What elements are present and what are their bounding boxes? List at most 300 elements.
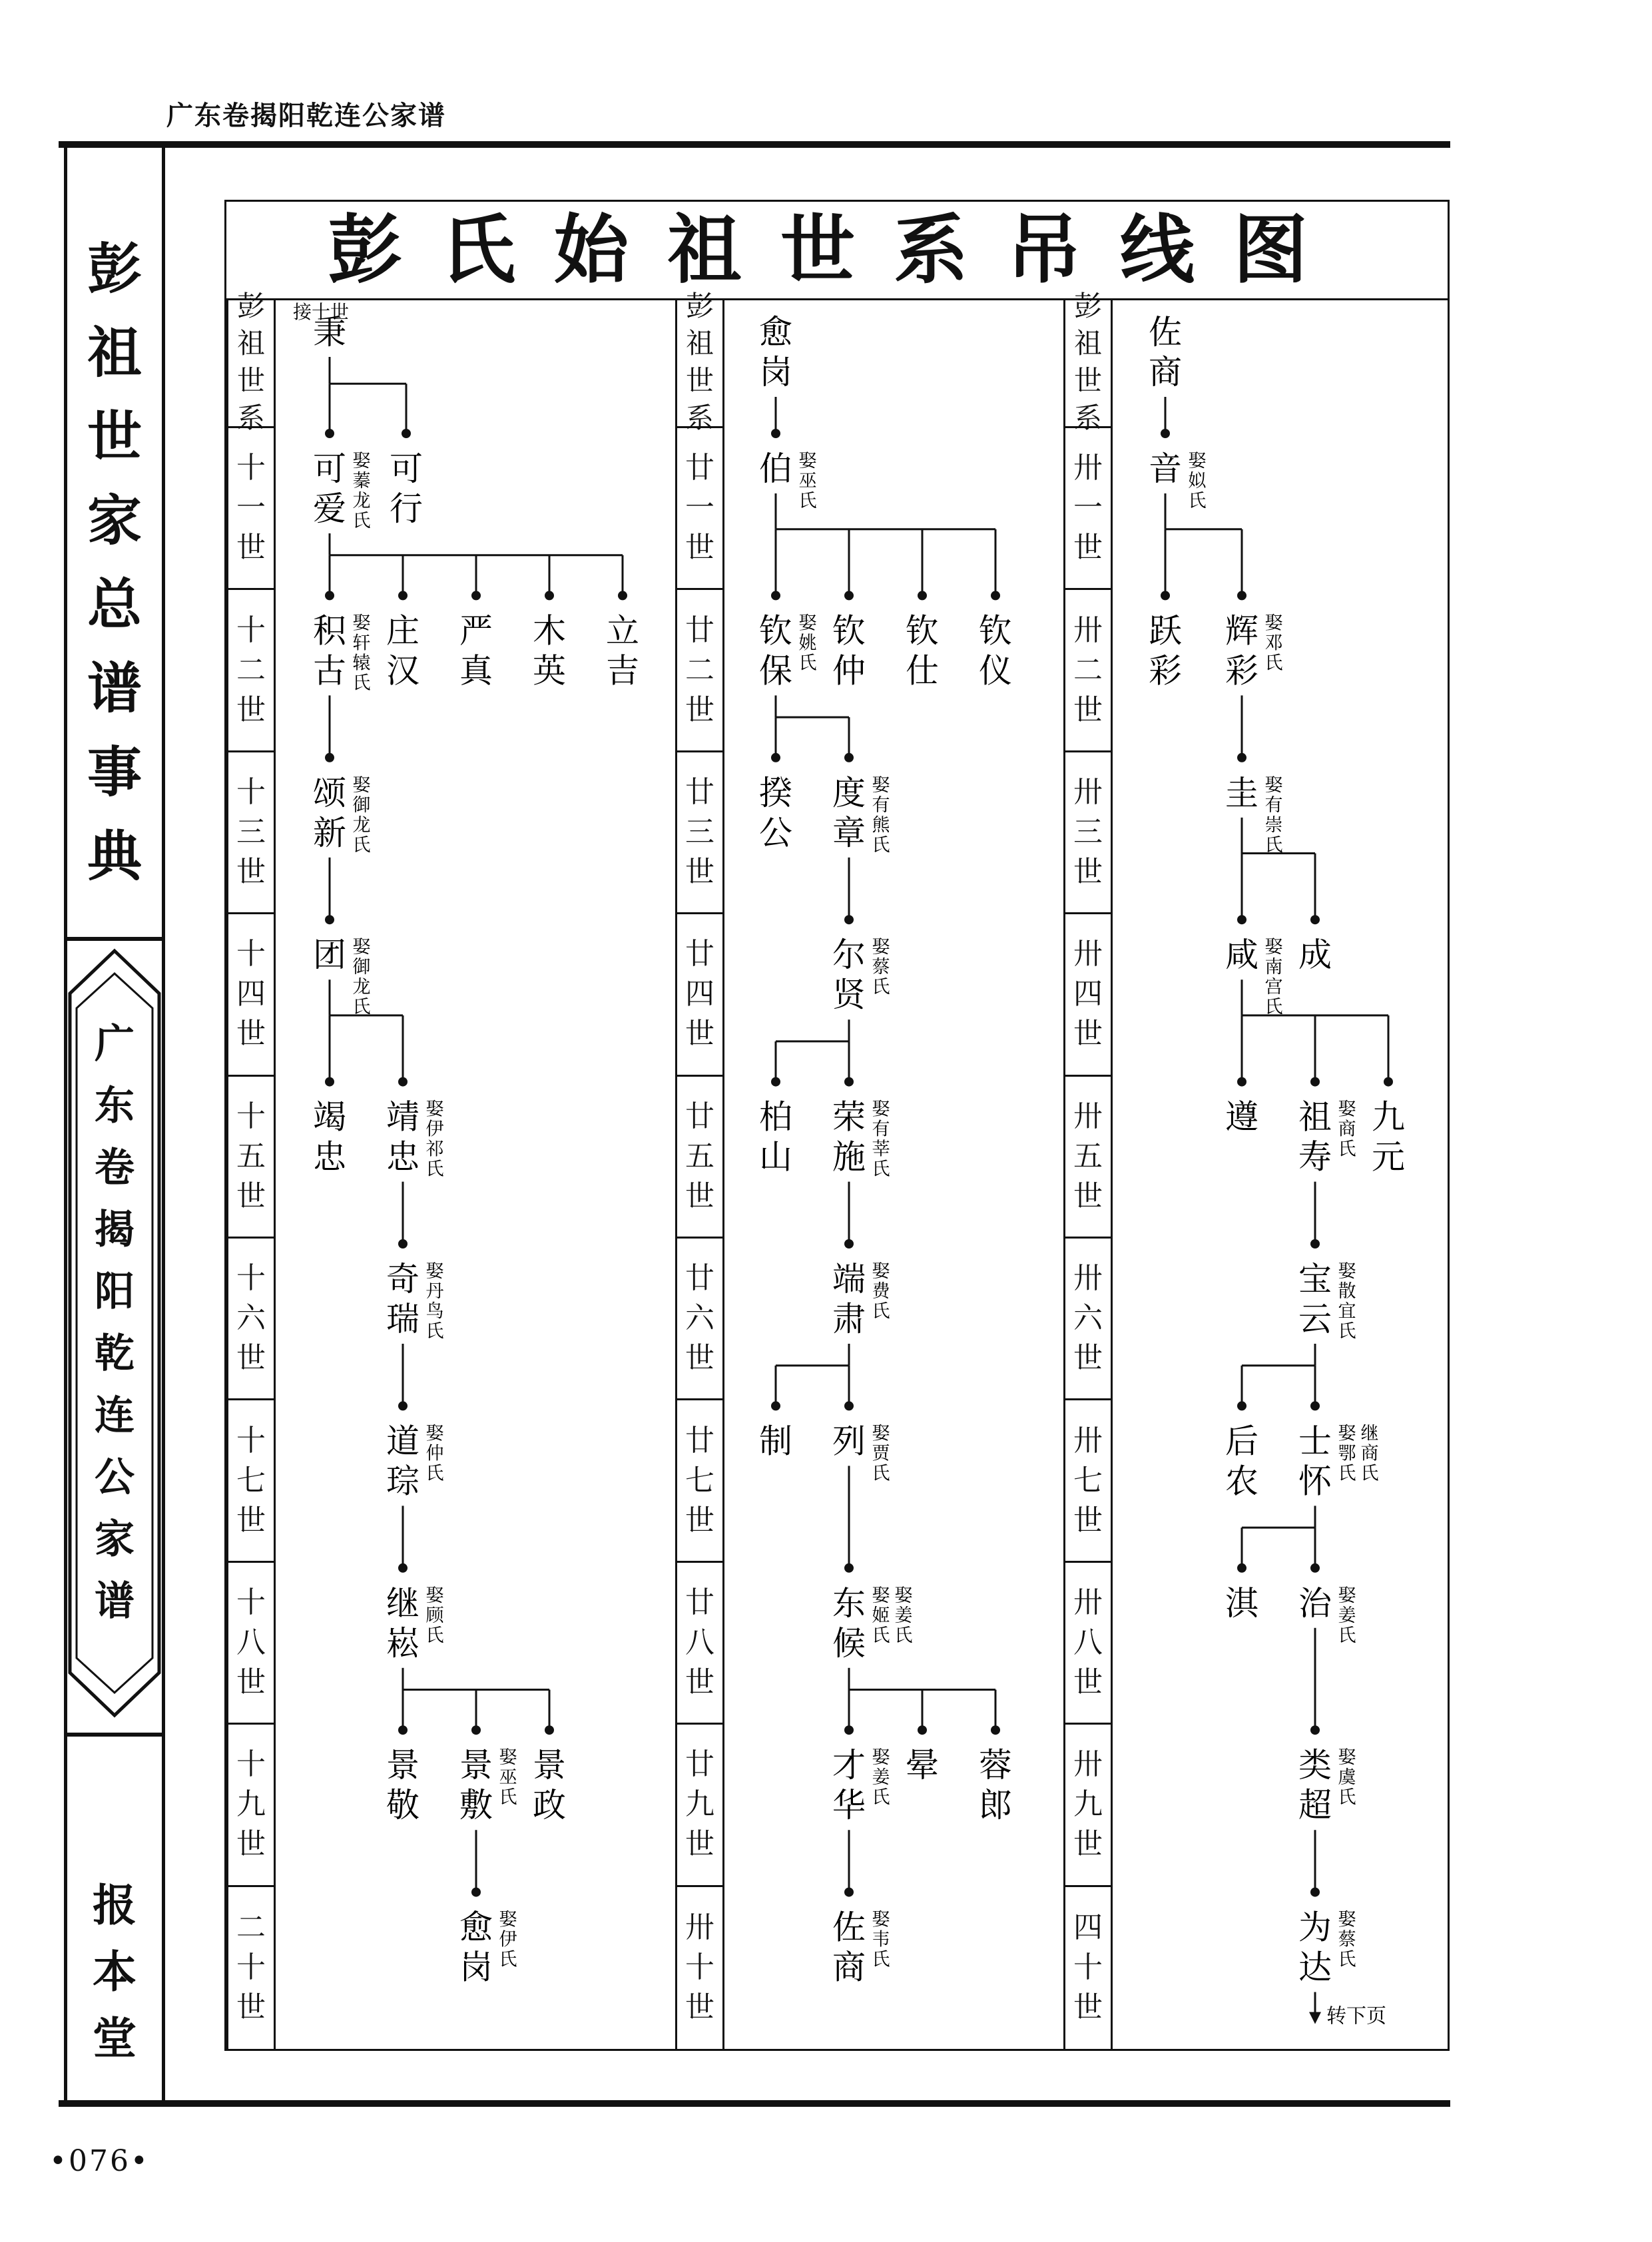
person-name: 保 bbox=[759, 651, 792, 691]
spouse-note: 宫 bbox=[1264, 977, 1283, 998]
spouse-note: 御 bbox=[352, 957, 371, 978]
spouse-note: 娶 bbox=[425, 1423, 444, 1444]
spouse-note: 莘 bbox=[872, 1139, 890, 1160]
spouse-note: 贾 bbox=[872, 1443, 890, 1464]
node-dot bbox=[1310, 1077, 1320, 1087]
generation-label: 廿 一 世 bbox=[677, 428, 722, 590]
generation-label: 卅 三 世 bbox=[1065, 752, 1111, 914]
person-name: 施 bbox=[832, 1137, 866, 1177]
top-rule bbox=[59, 141, 1450, 148]
person-name: 肃 bbox=[832, 1300, 866, 1338]
spouse-note: 娶 bbox=[1264, 774, 1283, 796]
spouse-note: 有 bbox=[1264, 794, 1283, 816]
generation-label: 十 三 世 bbox=[228, 752, 274, 914]
generation-label: 廿 六 世 bbox=[677, 1239, 722, 1400]
spouse-note: 氏 bbox=[1264, 834, 1283, 856]
node-dot bbox=[918, 591, 927, 600]
node-dot bbox=[1161, 591, 1170, 600]
gen-header: 彭 祖 世 系 bbox=[1065, 298, 1111, 428]
person-name: 寿 bbox=[1298, 1137, 1332, 1177]
node-dot bbox=[325, 1077, 334, 1087]
generation-label: 二 十 世 bbox=[236, 1910, 266, 2025]
person-name: 钦 bbox=[979, 611, 1012, 651]
generation-label: 廿 三 世 bbox=[677, 752, 722, 914]
node-dot bbox=[618, 591, 627, 600]
node-dot bbox=[844, 1888, 854, 1897]
spouse-note: 氏 bbox=[1338, 1321, 1356, 1342]
spouse-note: 韦 bbox=[872, 1929, 890, 1950]
spouse-note: 宜 bbox=[1338, 1301, 1356, 1322]
node-dot bbox=[325, 429, 334, 438]
page-number: •076• bbox=[49, 2144, 150, 2178]
volume-label-frame bbox=[67, 947, 162, 1719]
spouse-note: 龙 bbox=[352, 814, 371, 836]
spouse-note: 娶 bbox=[798, 613, 817, 634]
person-name: 商 bbox=[832, 1948, 866, 1987]
person-name: 忠 bbox=[313, 1137, 346, 1177]
person-name: 淇 bbox=[1225, 1583, 1258, 1623]
spouse-note: 娶 bbox=[1188, 451, 1207, 471]
person-name: 彩 bbox=[1225, 651, 1258, 691]
person-name: 庄 bbox=[386, 611, 419, 651]
spouse-note: 邓 bbox=[1264, 633, 1283, 654]
spouse-note: 氏 bbox=[499, 1787, 517, 1809]
person-name: 类 bbox=[1298, 1746, 1332, 1785]
person-name: 立 bbox=[606, 611, 639, 651]
spouse-note: 娶 bbox=[425, 1261, 444, 1282]
person-name: 竭 bbox=[313, 1097, 346, 1137]
spouse-note: 氏 bbox=[1360, 1463, 1379, 1484]
spouse-note: 娶 bbox=[872, 1261, 890, 1282]
spouse-note: 氏 bbox=[425, 1321, 444, 1342]
spouse-note: 娶 bbox=[1338, 1585, 1356, 1606]
spouse-note: 鸟 bbox=[425, 1301, 444, 1322]
person-name: 九 bbox=[1372, 1097, 1405, 1137]
person-name: 严 bbox=[459, 611, 493, 651]
continuation-note: 接十世 bbox=[293, 301, 350, 323]
generation-label: 十 八 世 bbox=[228, 1563, 274, 1725]
spouse-note: 继 bbox=[1360, 1423, 1379, 1444]
node-dot bbox=[325, 915, 334, 924]
spouse-note: 娶 bbox=[872, 1099, 890, 1120]
spouse-note: 娶 bbox=[798, 451, 817, 471]
person-name: 宝 bbox=[1298, 1260, 1332, 1298]
person-name: 继 bbox=[386, 1583, 419, 1623]
lineage-tree bbox=[226, 298, 1448, 2049]
node-dot bbox=[844, 1563, 854, 1573]
spouse-note: 娶 bbox=[872, 1585, 890, 1606]
spouse-note: 氏 bbox=[1188, 491, 1207, 511]
spouse-note: 氏 bbox=[894, 1625, 913, 1646]
person-name: 行 bbox=[390, 489, 423, 528]
spouse-note: 娶 bbox=[352, 774, 371, 796]
person-name: 超 bbox=[1298, 1786, 1332, 1825]
spouse-note: 有 bbox=[872, 794, 890, 816]
spouse-note: 娶 bbox=[872, 1909, 890, 1930]
spouse-note: 氏 bbox=[425, 1159, 444, 1180]
person-name: 祖 bbox=[1298, 1097, 1332, 1137]
spouse-note: 氏 bbox=[872, 1625, 890, 1646]
person-name: 伯 bbox=[759, 449, 792, 488]
spouse-note: 氏 bbox=[872, 1301, 890, 1322]
spouse-note: 氏 bbox=[1338, 1787, 1356, 1809]
generation-label: 卅 六 世 bbox=[1065, 1239, 1111, 1400]
person-name: 揆 bbox=[759, 773, 792, 812]
node-dot bbox=[771, 429, 780, 438]
person-name: 敷 bbox=[459, 1786, 493, 1825]
spouse-note: 氏 bbox=[872, 977, 890, 998]
generation-label: 十 七 世 bbox=[228, 1400, 274, 1562]
node-dot bbox=[844, 591, 854, 600]
spouse-note: 熊 bbox=[872, 814, 890, 836]
node-dot bbox=[325, 753, 334, 762]
generation-label: 四 十 世 bbox=[1073, 1910, 1103, 2025]
person-name: 农 bbox=[1225, 1462, 1258, 1501]
spouse-note: 娶 bbox=[872, 1747, 890, 1769]
generation-label: 廿 二 世 bbox=[677, 590, 722, 752]
person-name: 琮 bbox=[386, 1462, 419, 1501]
person-name: 尔 bbox=[832, 936, 866, 975]
generation-label: 廿 七 世 bbox=[677, 1400, 722, 1562]
person-name: 奇 bbox=[386, 1260, 419, 1298]
generation-label: 廿 四 世 bbox=[677, 914, 722, 1076]
spouse-note: 娶 bbox=[1338, 1747, 1356, 1769]
person-name: 政 bbox=[533, 1786, 566, 1825]
spouse-note: 娶 bbox=[1264, 937, 1283, 958]
spouse-note: 氏 bbox=[872, 1949, 890, 1970]
person-name: 端 bbox=[832, 1260, 866, 1298]
spouse-note: 氏 bbox=[798, 653, 817, 674]
spouse-note: 蔡 bbox=[872, 957, 890, 978]
person-name: 佐 bbox=[1149, 313, 1182, 352]
person-name: 度 bbox=[832, 773, 866, 812]
spouse-note: 娶 bbox=[499, 1909, 517, 1930]
node-dot bbox=[844, 1401, 854, 1410]
spouse-note: 氏 bbox=[798, 491, 817, 511]
person-name: 钦 bbox=[906, 611, 939, 651]
spouse-note: 氏 bbox=[872, 1463, 890, 1484]
person-name: 遵 bbox=[1225, 1097, 1258, 1137]
spouse-note: 娶 bbox=[1264, 613, 1283, 634]
person-name: 候 bbox=[832, 1623, 866, 1663]
node-dot bbox=[1237, 1077, 1246, 1087]
node-dot bbox=[1384, 1077, 1393, 1087]
node-dot bbox=[771, 1401, 780, 1410]
arrow-down-icon bbox=[1309, 2012, 1321, 2024]
generation-label: 廿 九 世 bbox=[677, 1725, 722, 1886]
person-name: 圭 bbox=[1225, 773, 1258, 812]
person-name: 云 bbox=[1298, 1300, 1332, 1338]
spouse-note: 祁 bbox=[425, 1139, 444, 1160]
running-header: 广东卷揭阳乾连公家谱 bbox=[166, 101, 446, 131]
node-dot bbox=[325, 591, 334, 600]
generation-label: 卅 八 世 bbox=[1065, 1563, 1111, 1725]
node-dot bbox=[991, 591, 1000, 600]
spouse-note: 御 bbox=[352, 794, 371, 816]
spouse-note: 南 bbox=[1264, 957, 1283, 978]
person-name: 道 bbox=[386, 1422, 419, 1461]
node-dot bbox=[1237, 591, 1246, 600]
spouse-note: 娶 bbox=[352, 613, 371, 634]
spouse-note: 娶 bbox=[872, 1423, 890, 1444]
person-name: 英 bbox=[533, 651, 566, 691]
person-name: 汉 bbox=[386, 651, 419, 691]
spouse-note: 蔡 bbox=[1338, 1929, 1356, 1950]
spouse-note: 姜 bbox=[1338, 1605, 1356, 1626]
spouse-note: 氏 bbox=[872, 1159, 890, 1180]
spouse-note: 丹 bbox=[425, 1281, 444, 1302]
generation-label: 卅 十 世 bbox=[685, 1910, 714, 2025]
spouse-note: 蓁 bbox=[352, 471, 371, 491]
spouse-note: 龙 bbox=[352, 491, 371, 511]
generation-label: 十 一 世 bbox=[228, 428, 274, 590]
person-name: 后 bbox=[1225, 1422, 1258, 1461]
node-dot bbox=[1310, 1401, 1320, 1410]
person-name: 瑞 bbox=[386, 1300, 419, 1338]
person-name: 崧 bbox=[386, 1623, 419, 1663]
person-name: 敬 bbox=[386, 1786, 419, 1825]
person-name: 景 bbox=[533, 1746, 566, 1785]
person-name: 岗 bbox=[759, 353, 792, 392]
generation-label: 十 六 世 bbox=[228, 1239, 274, 1400]
node-dot bbox=[471, 1888, 481, 1897]
node-dot bbox=[844, 1725, 854, 1735]
person-name: 岗 bbox=[459, 1948, 493, 1987]
person-name: 爱 bbox=[313, 489, 346, 528]
node-dot bbox=[398, 1725, 408, 1735]
spouse-note: 费 bbox=[872, 1281, 890, 1302]
spouse-note: 氏 bbox=[1338, 1625, 1356, 1646]
spouse-note: 商 bbox=[1360, 1443, 1379, 1464]
hall-name: 报 本 堂 bbox=[93, 1880, 137, 2064]
sidebar-divider-1 bbox=[67, 937, 162, 941]
person-name: 钦 bbox=[759, 611, 792, 651]
node-dot bbox=[991, 1725, 1000, 1735]
chart-title: 彭氏始祖世系吊线图 bbox=[226, 202, 1448, 300]
node-dot bbox=[1310, 1725, 1320, 1735]
person-name: 山 bbox=[759, 1137, 792, 1177]
node-dot bbox=[1237, 753, 1246, 762]
spouse-note: 娶 bbox=[1338, 1261, 1356, 1282]
node-dot bbox=[545, 1725, 554, 1735]
spouse-note: 娶 bbox=[1338, 1909, 1356, 1930]
spouse-note: 娶 bbox=[499, 1747, 517, 1769]
generation-label: 十 四 世 bbox=[228, 914, 274, 1076]
person-name: 才 bbox=[832, 1746, 866, 1785]
person-name: 愈 bbox=[759, 313, 792, 352]
spouse-note: 商 bbox=[1338, 1119, 1356, 1140]
node-dot bbox=[771, 1077, 780, 1087]
spouse-note: 娶 bbox=[352, 451, 371, 471]
person-name: 成 bbox=[1298, 936, 1332, 975]
node-dot bbox=[471, 1725, 481, 1735]
node-dot bbox=[398, 1239, 408, 1249]
node-dot bbox=[398, 1401, 408, 1410]
person-name: 忠 bbox=[386, 1137, 419, 1177]
person-name: 荣 bbox=[832, 1097, 866, 1137]
node-dot bbox=[771, 591, 780, 600]
node-dot bbox=[844, 1239, 854, 1249]
node-dot bbox=[844, 915, 854, 924]
gen-header: 彭 祖 世 系 bbox=[677, 298, 722, 428]
spouse-note: 辕 bbox=[352, 653, 371, 674]
node-dot bbox=[1310, 1239, 1320, 1249]
node-dot bbox=[402, 429, 411, 438]
node-dot bbox=[398, 1077, 408, 1087]
person-name: 怀 bbox=[1298, 1462, 1332, 1501]
spouse-note: 有 bbox=[872, 1119, 890, 1140]
spouse-note: 娶 bbox=[872, 774, 890, 796]
spouse-note: 仲 bbox=[425, 1443, 444, 1464]
person-name: 咸 bbox=[1225, 936, 1258, 975]
node-dot bbox=[1237, 915, 1246, 924]
generation-label: 卅 九 世 bbox=[1065, 1725, 1111, 1886]
person-name: 音 bbox=[1149, 449, 1182, 488]
node-dot bbox=[1310, 915, 1320, 924]
node-dot bbox=[844, 753, 854, 762]
person-name: 真 bbox=[459, 651, 493, 691]
person-name: 商 bbox=[1149, 353, 1182, 392]
person-name: 蓉 bbox=[979, 1746, 1012, 1785]
spouse-note: 氏 bbox=[425, 1463, 444, 1484]
spouse-note: 姚 bbox=[798, 633, 817, 654]
person-name: 公 bbox=[759, 813, 792, 852]
generation-label: 十 五 世 bbox=[228, 1077, 274, 1239]
spouse-note: 姜 bbox=[894, 1605, 913, 1626]
person-name: 治 bbox=[1298, 1583, 1332, 1623]
spouse-note: 氏 bbox=[352, 673, 371, 694]
generation-label: 卅 五 世 bbox=[1065, 1077, 1111, 1239]
person-name: 仪 bbox=[979, 651, 1012, 691]
person-name: 郎 bbox=[979, 1786, 1012, 1825]
volume-title: 广 东 卷 揭 阳 乾 连 公 家 谱 bbox=[95, 1021, 135, 1625]
person-name: 彩 bbox=[1149, 651, 1182, 691]
spouse-note: 顾 bbox=[425, 1605, 444, 1626]
person-name: 新 bbox=[313, 813, 346, 852]
person-name: 仲 bbox=[832, 651, 866, 691]
spouse-note: 氏 bbox=[1264, 997, 1283, 1018]
spouse-note: 姬 bbox=[872, 1605, 890, 1626]
node-dot bbox=[1161, 429, 1170, 438]
spouse-note: 娶 bbox=[425, 1099, 444, 1120]
person-name: 元 bbox=[1372, 1137, 1405, 1177]
spouse-note: 伊 bbox=[425, 1119, 444, 1140]
person-name: 贤 bbox=[832, 976, 866, 1015]
generation-label: 卅 七 世 bbox=[1065, 1400, 1111, 1562]
spouse-note: 轩 bbox=[352, 633, 371, 654]
person-name: 辉 bbox=[1225, 611, 1258, 651]
person-name: 颂 bbox=[313, 773, 346, 812]
bottom-rule bbox=[59, 2100, 1450, 2107]
person-name: 为 bbox=[1298, 1908, 1332, 1947]
spouse-note: 氏 bbox=[872, 1787, 890, 1809]
person-name: 可 bbox=[313, 449, 346, 488]
person-name: 士 bbox=[1298, 1422, 1332, 1461]
person-name: 达 bbox=[1298, 1948, 1332, 1987]
person-name: 晕 bbox=[906, 1746, 939, 1785]
gen-header: 彭 祖 世 系 bbox=[228, 298, 274, 428]
person-name: 吉 bbox=[606, 651, 639, 691]
spouse-note: 氏 bbox=[1338, 1139, 1356, 1160]
spouse-note: 巫 bbox=[798, 471, 817, 491]
spouse-note: 鄂 bbox=[1338, 1443, 1356, 1464]
spouse-note: 虞 bbox=[1338, 1767, 1356, 1789]
generation-label: 廿 八 世 bbox=[677, 1563, 722, 1725]
spouse-note: 氏 bbox=[1338, 1463, 1356, 1484]
person-name: 柏 bbox=[759, 1097, 792, 1137]
node-dot bbox=[1237, 1401, 1246, 1410]
person-name: 东 bbox=[832, 1583, 866, 1623]
spouse-note: 娶 bbox=[894, 1585, 913, 1606]
spouse-note: 伊 bbox=[499, 1929, 517, 1950]
node-dot bbox=[1310, 1563, 1320, 1573]
spouse-note: 氏 bbox=[1338, 1949, 1356, 1970]
person-name: 钦 bbox=[832, 611, 866, 651]
person-name: 古 bbox=[313, 651, 346, 691]
spouse-note: 氏 bbox=[872, 834, 890, 856]
node-dot bbox=[471, 591, 481, 600]
person-name: 章 bbox=[832, 813, 866, 852]
node-dot bbox=[398, 591, 408, 600]
spouse-note: 娶 bbox=[872, 937, 890, 958]
person-name: 华 bbox=[832, 1786, 866, 1825]
section-title: 彭 祖 世 家 总 谱 事 典 bbox=[87, 238, 142, 888]
node-dot bbox=[545, 591, 554, 600]
person-name: 制 bbox=[759, 1422, 792, 1461]
spouse-note: 姜 bbox=[872, 1767, 890, 1789]
spouse-note: 娶 bbox=[1338, 1099, 1356, 1120]
spouse-note: 氏 bbox=[1264, 653, 1283, 674]
spouse-note: 龙 bbox=[352, 977, 371, 998]
person-name: 佐 bbox=[832, 1908, 866, 1947]
spouse-note: 氏 bbox=[352, 834, 371, 856]
spouse-note: 巫 bbox=[499, 1767, 517, 1789]
person-name: 景 bbox=[386, 1746, 419, 1785]
person-name: 可 bbox=[390, 449, 423, 488]
spouse-note: 娶 bbox=[1338, 1423, 1356, 1444]
spouse-note: 娶 bbox=[425, 1585, 444, 1606]
person-name: 景 bbox=[459, 1746, 493, 1785]
person-name: 木 bbox=[533, 611, 566, 651]
lineage-chart bbox=[224, 200, 1450, 2051]
person-name: 团 bbox=[313, 936, 346, 975]
sidebar bbox=[64, 148, 165, 2105]
generation-label: 卅 一 世 bbox=[1065, 428, 1111, 590]
generation-label: 十 九 世 bbox=[228, 1725, 274, 1886]
spouse-note: 姒 bbox=[1188, 471, 1207, 491]
generation-label: 卅 四 世 bbox=[1065, 914, 1111, 1076]
node-dot bbox=[1310, 1888, 1320, 1897]
person-name: 靖 bbox=[386, 1097, 419, 1137]
continuation-note: 转下页 bbox=[1326, 2004, 1386, 2028]
node-dot bbox=[844, 1077, 854, 1087]
node-dot bbox=[771, 753, 780, 762]
person-name: 跃 bbox=[1149, 611, 1182, 651]
spouse-note: 散 bbox=[1338, 1281, 1356, 1302]
sidebar-divider-2 bbox=[67, 1733, 162, 1737]
person-name: 愈 bbox=[459, 1908, 493, 1947]
person-name: 列 bbox=[832, 1422, 866, 1461]
spouse-note: 氏 bbox=[352, 511, 371, 531]
generation-label: 十 二 世 bbox=[228, 590, 274, 752]
person-name: 仕 bbox=[906, 651, 939, 691]
spouse-note: 氏 bbox=[352, 997, 371, 1018]
node-dot bbox=[398, 1563, 408, 1573]
node-dot bbox=[1237, 1563, 1246, 1573]
node-dot bbox=[918, 1725, 927, 1735]
spouse-note: 娶 bbox=[352, 937, 371, 958]
generation-label: 卅 二 世 bbox=[1065, 590, 1111, 752]
